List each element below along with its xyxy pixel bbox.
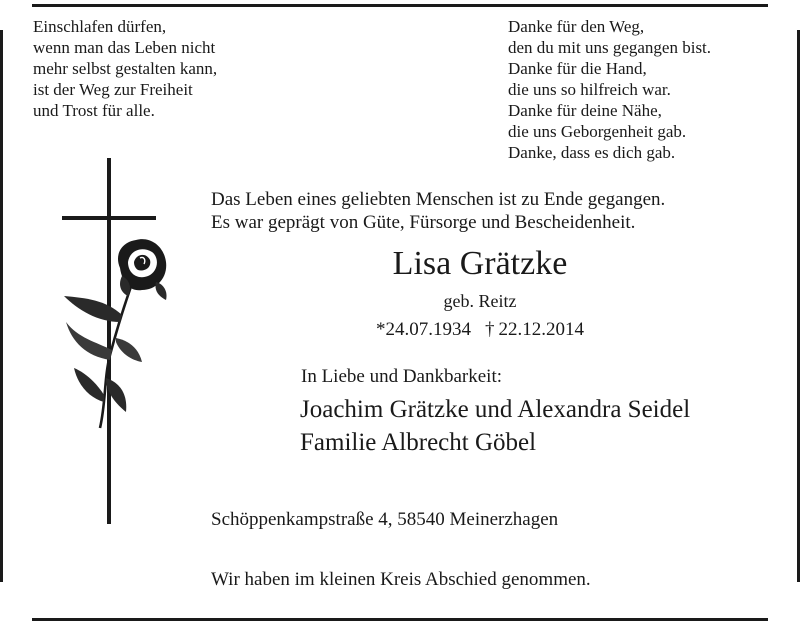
poem-left-line: mehr selbst gestalten kann, (33, 59, 218, 78)
intro-line: Das Leben eines geliebten Menschen ist zu Ende gegangen. (211, 189, 666, 210)
mourner-name: Familie Albrecht Göbel (300, 429, 537, 456)
poem-left-line: Einschlafen dürfen, (33, 17, 167, 36)
address: Schöppenkampstraße 4, 58540 Meinerzhagen (211, 509, 559, 530)
death-cross-icon: † (485, 319, 495, 340)
death-date: 22.12.2014 (498, 319, 584, 340)
intro-text (211, 188, 665, 234)
poem-left-line: ist der Weg zur Freiheit (33, 80, 193, 99)
poem-right-line: Danke, dass es dich gab. (508, 143, 676, 162)
top-border-rule (32, 4, 768, 7)
poem-right-line: Danke für den Weg, (508, 17, 645, 36)
poem-right-line: Danke für die Hand, (508, 59, 647, 78)
poem-left (33, 16, 217, 121)
mourners-label: In Liebe und Dankbarkeit: (301, 366, 503, 387)
poem-left-line: und Trost für alle. (33, 101, 155, 120)
intro-line: Es war geprägt von Güte, Fürsorge und Bescheidenheit. (211, 212, 636, 233)
poem-right-line: die uns so hilfreich war. (508, 80, 671, 99)
poem-left-line: wenn man das Leben nicht (33, 38, 216, 57)
mourner-name: Joachim Grätzke und Alexandra Seidel (300, 396, 691, 423)
farewell-note: Wir haben im kleinen Kreis Abschied genommen. (211, 569, 591, 590)
poem-right-line: den du mit uns gegangen bist. (508, 38, 712, 57)
poem-right (508, 16, 711, 163)
birth-date: *24.07.1934 (376, 319, 471, 340)
life-dates (300, 318, 660, 341)
poem-right-line: Danke für deine Nähe, (508, 101, 662, 120)
deceased-name: Lisa Grätzke (392, 245, 568, 282)
left-border-bar (0, 30, 3, 582)
maiden-name: geb. Reitz (443, 291, 517, 311)
bottom-border-rule (32, 618, 768, 621)
poem-right-line: die uns Geborgenheit gab. (508, 122, 687, 141)
cross-with-rose-icon (56, 150, 176, 530)
